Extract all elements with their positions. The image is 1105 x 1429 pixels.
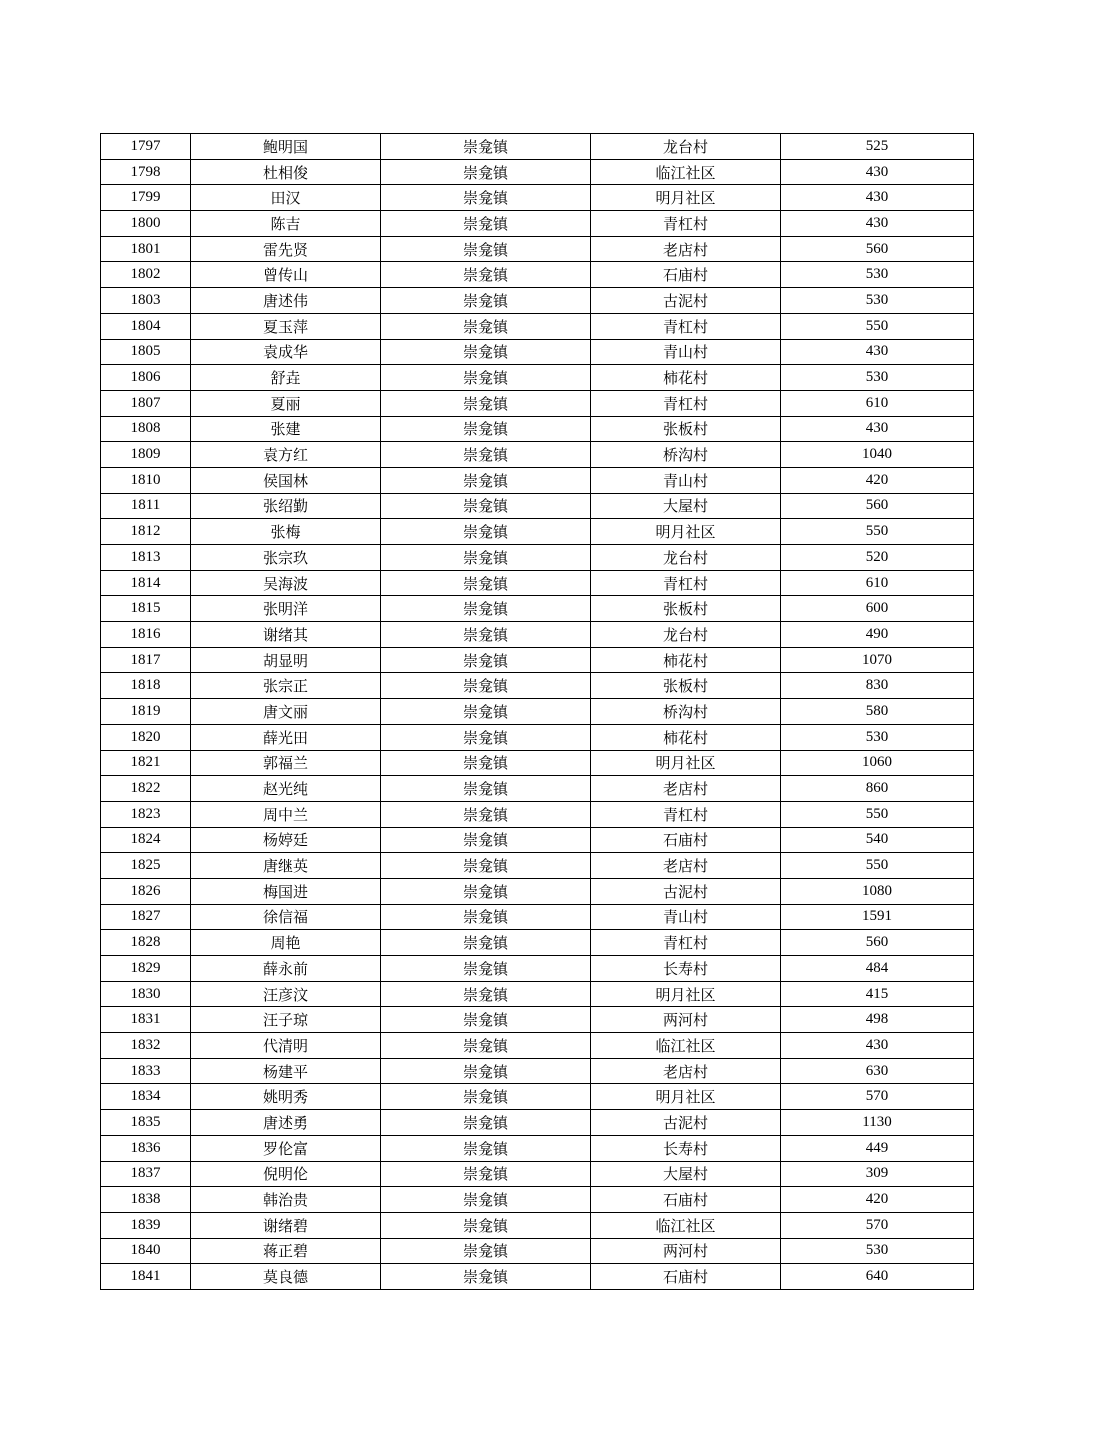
roster-table (100, 133, 974, 1290)
cell-town: 崇龛镇 (381, 1110, 591, 1136)
cell-amount: 430 (781, 211, 974, 237)
cell-village: 青杠村 (591, 313, 781, 339)
cell-index: 1799 (101, 185, 191, 211)
cell-amount: 530 (781, 1238, 974, 1264)
cell-town: 崇龛镇 (381, 1135, 591, 1161)
cell-town: 崇龛镇 (381, 416, 591, 442)
cell-index: 1826 (101, 878, 191, 904)
cell-village: 青杠村 (591, 390, 781, 416)
cell-town: 崇龛镇 (381, 622, 591, 648)
cell-name: 鲍明国 (191, 134, 381, 160)
table-row (101, 493, 974, 519)
cell-town: 崇龛镇 (381, 930, 591, 956)
cell-town: 崇龛镇 (381, 647, 591, 673)
cell-name: 陈吉 (191, 211, 381, 237)
cell-village: 青山村 (591, 339, 781, 365)
cell-name: 张绍勤 (191, 493, 381, 519)
cell-index: 1800 (101, 211, 191, 237)
cell-amount: 420 (781, 467, 974, 493)
cell-village: 大屋村 (591, 1161, 781, 1187)
cell-amount: 640 (781, 1264, 974, 1290)
cell-amount: 1591 (781, 904, 974, 930)
table-row (101, 596, 974, 622)
cell-index: 1836 (101, 1135, 191, 1161)
cell-name: 郭福兰 (191, 750, 381, 776)
cell-name: 梅国进 (191, 878, 381, 904)
table-row (101, 622, 974, 648)
cell-index: 1817 (101, 647, 191, 673)
cell-town: 崇龛镇 (381, 519, 591, 545)
cell-amount: 1080 (781, 878, 974, 904)
table-row (101, 236, 974, 262)
cell-town: 崇龛镇 (381, 1212, 591, 1238)
table-row (101, 801, 974, 827)
cell-town: 崇龛镇 (381, 185, 591, 211)
table-row (101, 1033, 974, 1059)
cell-index: 1832 (101, 1033, 191, 1059)
cell-name: 唐继英 (191, 853, 381, 879)
table-row (101, 339, 974, 365)
table-row (101, 545, 974, 571)
table-row (101, 904, 974, 930)
cell-name: 吴海波 (191, 570, 381, 596)
cell-index: 1841 (101, 1264, 191, 1290)
cell-village: 石庙村 (591, 1187, 781, 1213)
cell-name: 谢绪碧 (191, 1212, 381, 1238)
table-row (101, 853, 974, 879)
cell-town: 崇龛镇 (381, 236, 591, 262)
cell-name: 杨建平 (191, 1058, 381, 1084)
cell-amount: 1040 (781, 442, 974, 468)
cell-amount: 1060 (781, 750, 974, 776)
cell-amount: 560 (781, 930, 974, 956)
cell-village: 临江社区 (591, 1212, 781, 1238)
table-row (101, 159, 974, 185)
cell-name: 代清明 (191, 1033, 381, 1059)
cell-town: 崇龛镇 (381, 904, 591, 930)
cell-amount: 498 (781, 1007, 974, 1033)
cell-town: 崇龛镇 (381, 801, 591, 827)
cell-index: 1808 (101, 416, 191, 442)
table-row (101, 1264, 974, 1290)
cell-town: 崇龛镇 (381, 1033, 591, 1059)
table-row (101, 981, 974, 1007)
cell-village: 龙台村 (591, 545, 781, 571)
cell-amount: 490 (781, 622, 974, 648)
cell-name: 薛光田 (191, 724, 381, 750)
cell-village: 大屋村 (591, 493, 781, 519)
cell-amount: 580 (781, 699, 974, 725)
cell-index: 1823 (101, 801, 191, 827)
cell-amount: 430 (781, 1033, 974, 1059)
cell-amount: 530 (781, 262, 974, 288)
cell-name: 胡显明 (191, 647, 381, 673)
cell-village: 临江社区 (591, 1033, 781, 1059)
table-row (101, 390, 974, 416)
cell-town: 崇龛镇 (381, 724, 591, 750)
table-row (101, 673, 974, 699)
cell-index: 1840 (101, 1238, 191, 1264)
cell-index: 1828 (101, 930, 191, 956)
cell-town: 崇龛镇 (381, 493, 591, 519)
cell-village: 古泥村 (591, 878, 781, 904)
cell-name: 姚明秀 (191, 1084, 381, 1110)
cell-name: 杜相俊 (191, 159, 381, 185)
cell-name: 夏丽 (191, 390, 381, 416)
cell-village: 古泥村 (591, 288, 781, 314)
cell-amount: 430 (781, 416, 974, 442)
cell-index: 1838 (101, 1187, 191, 1213)
cell-village: 青杠村 (591, 570, 781, 596)
table-row (101, 134, 974, 160)
cell-town: 崇龛镇 (381, 776, 591, 802)
cell-amount: 540 (781, 827, 974, 853)
cell-town: 崇龛镇 (381, 750, 591, 776)
cell-amount: 449 (781, 1135, 974, 1161)
table-row (101, 467, 974, 493)
cell-town: 崇龛镇 (381, 570, 591, 596)
cell-village: 张板村 (591, 596, 781, 622)
cell-name: 唐述伟 (191, 288, 381, 314)
cell-town: 崇龛镇 (381, 442, 591, 468)
cell-name: 赵光纯 (191, 776, 381, 802)
cell-town: 崇龛镇 (381, 313, 591, 339)
cell-name: 侯国林 (191, 467, 381, 493)
cell-village: 青杠村 (591, 211, 781, 237)
cell-amount: 600 (781, 596, 974, 622)
cell-town: 崇龛镇 (381, 1007, 591, 1033)
table-row (101, 1238, 974, 1264)
cell-village: 青山村 (591, 467, 781, 493)
cell-village: 老店村 (591, 776, 781, 802)
cell-name: 唐述勇 (191, 1110, 381, 1136)
cell-name: 张梅 (191, 519, 381, 545)
cell-amount: 430 (781, 339, 974, 365)
table-row (101, 313, 974, 339)
cell-name: 蒋正碧 (191, 1238, 381, 1264)
cell-index: 1819 (101, 699, 191, 725)
cell-village: 青山村 (591, 904, 781, 930)
cell-name: 雷先贤 (191, 236, 381, 262)
cell-index: 1801 (101, 236, 191, 262)
cell-town: 崇龛镇 (381, 673, 591, 699)
cell-village: 柿花村 (591, 724, 781, 750)
cell-index: 1827 (101, 904, 191, 930)
cell-amount: 430 (781, 185, 974, 211)
cell-name: 倪明伦 (191, 1161, 381, 1187)
table-row (101, 930, 974, 956)
cell-index: 1822 (101, 776, 191, 802)
table-row (101, 185, 974, 211)
cell-index: 1830 (101, 981, 191, 1007)
cell-village: 柿花村 (591, 647, 781, 673)
cell-village: 桥沟村 (591, 699, 781, 725)
cell-amount: 525 (781, 134, 974, 160)
table-row (101, 699, 974, 725)
cell-name: 杨婷廷 (191, 827, 381, 853)
cell-town: 崇龛镇 (381, 1264, 591, 1290)
cell-index: 1839 (101, 1212, 191, 1238)
cell-village: 龙台村 (591, 134, 781, 160)
cell-index: 1824 (101, 827, 191, 853)
cell-village: 明月社区 (591, 750, 781, 776)
cell-amount: 550 (781, 519, 974, 545)
cell-index: 1816 (101, 622, 191, 648)
cell-index: 1834 (101, 1084, 191, 1110)
cell-name: 夏玉萍 (191, 313, 381, 339)
cell-index: 1798 (101, 159, 191, 185)
cell-village: 柿花村 (591, 365, 781, 391)
cell-village: 张板村 (591, 416, 781, 442)
cell-index: 1811 (101, 493, 191, 519)
cell-village: 两河村 (591, 1238, 781, 1264)
cell-amount: 860 (781, 776, 974, 802)
cell-village: 青杠村 (591, 801, 781, 827)
table-row (101, 750, 974, 776)
cell-name: 袁成华 (191, 339, 381, 365)
cell-name: 周艳 (191, 930, 381, 956)
cell-amount: 420 (781, 1187, 974, 1213)
cell-index: 1813 (101, 545, 191, 571)
table-row (101, 1187, 974, 1213)
table-row (101, 956, 974, 982)
cell-amount: 570 (781, 1212, 974, 1238)
cell-name: 周中兰 (191, 801, 381, 827)
cell-amount: 550 (781, 853, 974, 879)
table-row (101, 288, 974, 314)
cell-town: 崇龛镇 (381, 853, 591, 879)
cell-name: 薛永前 (191, 956, 381, 982)
cell-index: 1829 (101, 956, 191, 982)
cell-village: 长寿村 (591, 956, 781, 982)
cell-town: 崇龛镇 (381, 159, 591, 185)
table-body (101, 134, 974, 1290)
cell-index: 1807 (101, 390, 191, 416)
cell-village: 明月社区 (591, 981, 781, 1007)
table-row (101, 1110, 974, 1136)
cell-town: 崇龛镇 (381, 981, 591, 1007)
cell-village: 石庙村 (591, 262, 781, 288)
cell-town: 崇龛镇 (381, 596, 591, 622)
cell-amount: 530 (781, 365, 974, 391)
cell-village: 桥沟村 (591, 442, 781, 468)
cell-town: 崇龛镇 (381, 545, 591, 571)
cell-town: 崇龛镇 (381, 1161, 591, 1187)
table-row (101, 1161, 974, 1187)
cell-village: 老店村 (591, 853, 781, 879)
cell-name: 徐信福 (191, 904, 381, 930)
cell-name: 舒垚 (191, 365, 381, 391)
cell-index: 1806 (101, 365, 191, 391)
cell-name: 韩治贵 (191, 1187, 381, 1213)
cell-town: 崇龛镇 (381, 211, 591, 237)
cell-index: 1797 (101, 134, 191, 160)
table-row (101, 1212, 974, 1238)
table-row (101, 519, 974, 545)
cell-name: 谢绪其 (191, 622, 381, 648)
table-row (101, 1135, 974, 1161)
table-row (101, 724, 974, 750)
cell-amount: 570 (781, 1084, 974, 1110)
cell-amount: 610 (781, 570, 974, 596)
cell-town: 崇龛镇 (381, 1084, 591, 1110)
cell-town: 崇龛镇 (381, 1058, 591, 1084)
cell-village: 老店村 (591, 236, 781, 262)
table-row (101, 570, 974, 596)
cell-name: 袁方红 (191, 442, 381, 468)
table-row (101, 1007, 974, 1033)
table-row (101, 211, 974, 237)
cell-index: 1809 (101, 442, 191, 468)
cell-town: 崇龛镇 (381, 390, 591, 416)
table-row (101, 416, 974, 442)
cell-index: 1810 (101, 467, 191, 493)
cell-name: 张明洋 (191, 596, 381, 622)
table-row (101, 827, 974, 853)
cell-name: 唐文丽 (191, 699, 381, 725)
table-row (101, 262, 974, 288)
cell-town: 崇龛镇 (381, 262, 591, 288)
cell-town: 崇龛镇 (381, 134, 591, 160)
cell-amount: 530 (781, 724, 974, 750)
cell-village: 老店村 (591, 1058, 781, 1084)
cell-village: 临江社区 (591, 159, 781, 185)
cell-index: 1814 (101, 570, 191, 596)
cell-village: 明月社区 (591, 519, 781, 545)
cell-index: 1835 (101, 1110, 191, 1136)
cell-town: 崇龛镇 (381, 699, 591, 725)
cell-village: 石庙村 (591, 827, 781, 853)
cell-village: 明月社区 (591, 185, 781, 211)
cell-index: 1815 (101, 596, 191, 622)
table-row (101, 647, 974, 673)
cell-village: 龙台村 (591, 622, 781, 648)
table-row (101, 776, 974, 802)
cell-village: 古泥村 (591, 1110, 781, 1136)
cell-amount: 630 (781, 1058, 974, 1084)
cell-name: 田汉 (191, 185, 381, 211)
cell-town: 崇龛镇 (381, 956, 591, 982)
cell-name: 张建 (191, 416, 381, 442)
cell-name: 莫良德 (191, 1264, 381, 1290)
cell-town: 崇龛镇 (381, 365, 591, 391)
cell-name: 张宗玖 (191, 545, 381, 571)
cell-town: 崇龛镇 (381, 288, 591, 314)
cell-amount: 415 (781, 981, 974, 1007)
cell-village: 两河村 (591, 1007, 781, 1033)
table-row (101, 1084, 974, 1110)
cell-index: 1803 (101, 288, 191, 314)
cell-index: 1831 (101, 1007, 191, 1033)
cell-amount: 560 (781, 493, 974, 519)
cell-amount: 484 (781, 956, 974, 982)
cell-village: 石庙村 (591, 1264, 781, 1290)
cell-town: 崇龛镇 (381, 878, 591, 904)
cell-village: 明月社区 (591, 1084, 781, 1110)
cell-index: 1833 (101, 1058, 191, 1084)
cell-index: 1818 (101, 673, 191, 699)
cell-name: 汪子琼 (191, 1007, 381, 1033)
cell-town: 崇龛镇 (381, 1187, 591, 1213)
cell-index: 1837 (101, 1161, 191, 1187)
cell-index: 1805 (101, 339, 191, 365)
cell-amount: 430 (781, 159, 974, 185)
cell-town: 崇龛镇 (381, 1238, 591, 1264)
cell-amount: 1070 (781, 647, 974, 673)
cell-index: 1825 (101, 853, 191, 879)
cell-name: 罗伦富 (191, 1135, 381, 1161)
cell-amount: 530 (781, 288, 974, 314)
cell-amount: 830 (781, 673, 974, 699)
cell-amount: 550 (781, 801, 974, 827)
cell-amount: 550 (781, 313, 974, 339)
cell-name: 张宗正 (191, 673, 381, 699)
cell-village: 长寿村 (591, 1135, 781, 1161)
table-row (101, 365, 974, 391)
cell-amount: 520 (781, 545, 974, 571)
cell-town: 崇龛镇 (381, 339, 591, 365)
cell-village: 青杠村 (591, 930, 781, 956)
cell-amount: 560 (781, 236, 974, 262)
table-row (101, 442, 974, 468)
table-row (101, 878, 974, 904)
cell-index: 1820 (101, 724, 191, 750)
cell-name: 汪彦汶 (191, 981, 381, 1007)
cell-town: 崇龛镇 (381, 467, 591, 493)
cell-index: 1802 (101, 262, 191, 288)
cell-name: 曾传山 (191, 262, 381, 288)
cell-index: 1812 (101, 519, 191, 545)
cell-amount: 610 (781, 390, 974, 416)
table-row (101, 1058, 974, 1084)
cell-index: 1804 (101, 313, 191, 339)
cell-index: 1821 (101, 750, 191, 776)
cell-amount: 1130 (781, 1110, 974, 1136)
cell-amount: 309 (781, 1161, 974, 1187)
cell-village: 张板村 (591, 673, 781, 699)
cell-town: 崇龛镇 (381, 827, 591, 853)
